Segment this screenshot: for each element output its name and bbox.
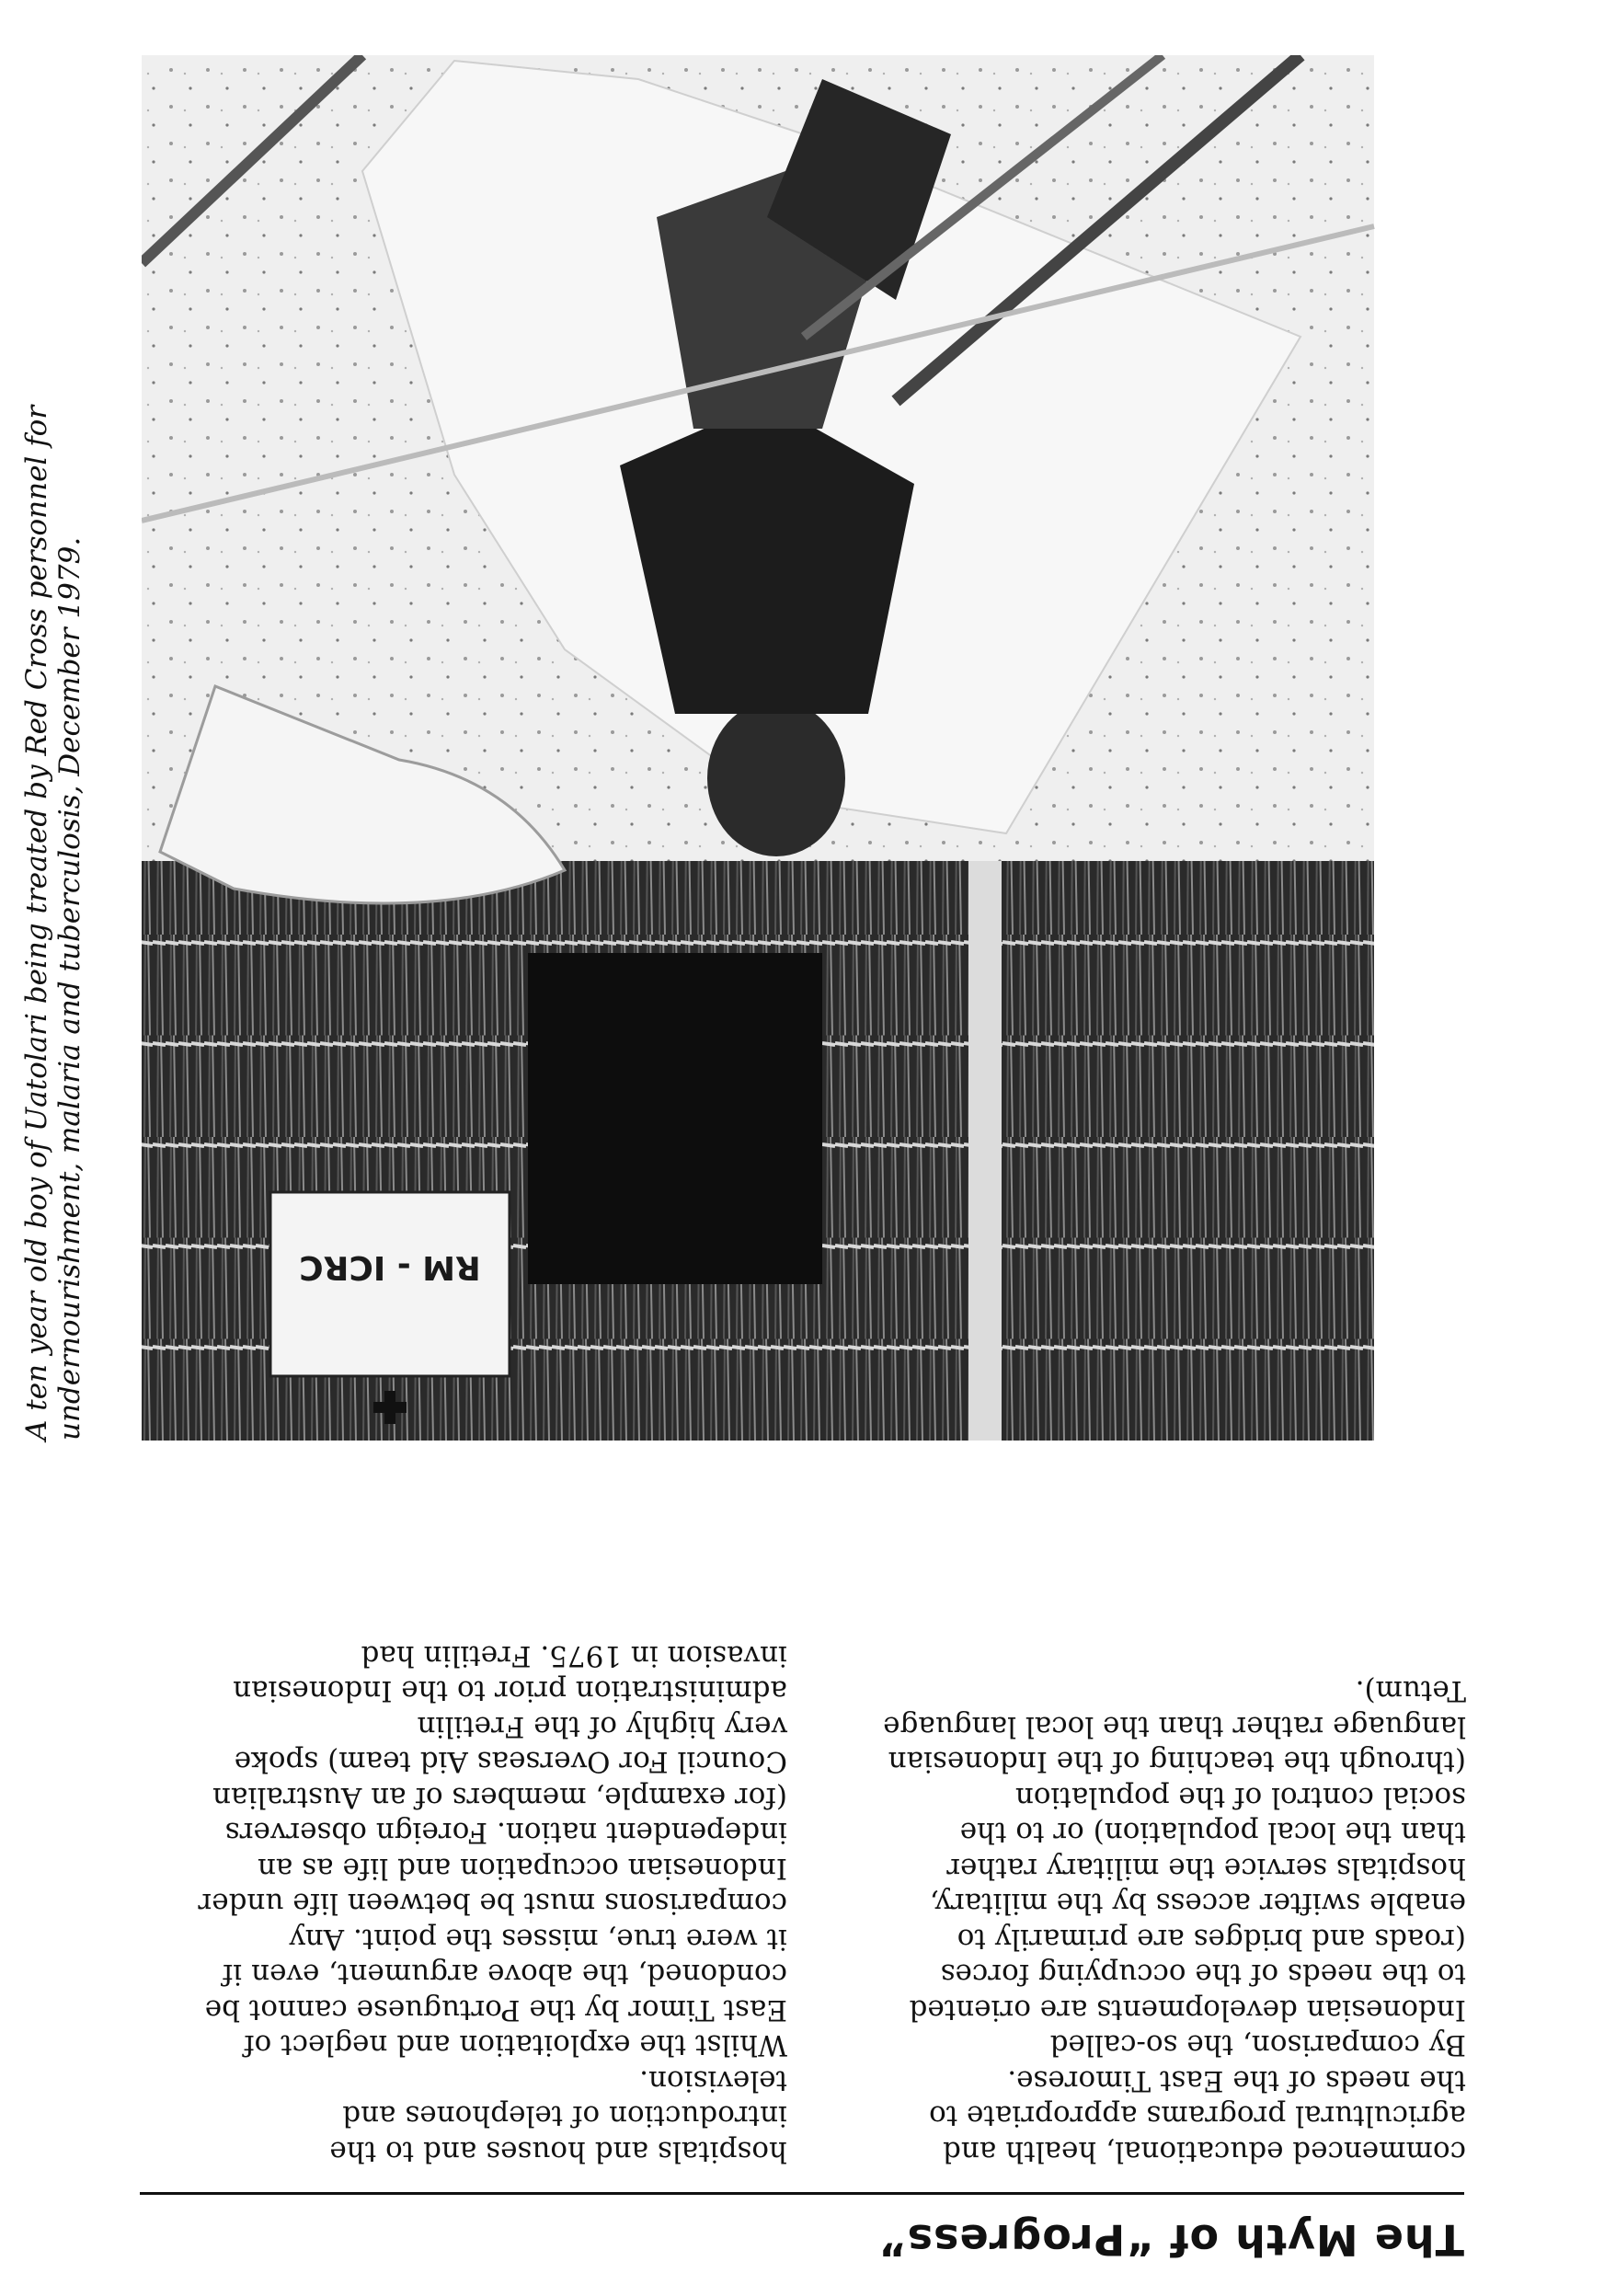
title-rule [140, 2192, 1464, 2195]
red-cross-photo [142, 55, 1466, 1441]
photo-illustration [142, 55, 1466, 1441]
article-title: The Myth of “Progress” [877, 2215, 1464, 2265]
photo-caption: A ten year old boy of Uatolari being treated by Red Cross personnel for undernourishment, malaria and tuberculosis, December 1979. [20, 405, 86, 1441]
article-column-left: commenced educational, health and agricultural programs appropriate to the needs of the East Timorese. By comparison, the so-called Indonesian developments are oriented to the needs of the occupying forces (roads and bridges are primarily to enable swifter access by the military, hospitals service the military rather than the local population) or to the social control of the population (through the teaching of the Indonesian language rather than the local language Tetum). [883, 1674, 1466, 2168]
article-column-right: hospitals and houses and to the introduction of telephones and television. Whilst the exploitation and neglect of East Timor by the Portuguese cannot be condoned, the above argument, even if it were true, misses the point. Any comparisons must be between life under Indonesian occupation and life as an independent nation. Foreign observers (for example, members of an Australian Council For Overseas Aid team) spoke very highly of the Fretilin administration prior to the Indonesian invasion in 1975. Fretilin had [198, 1639, 787, 2168]
sign-label: RM - ICRC [299, 1248, 481, 1286]
